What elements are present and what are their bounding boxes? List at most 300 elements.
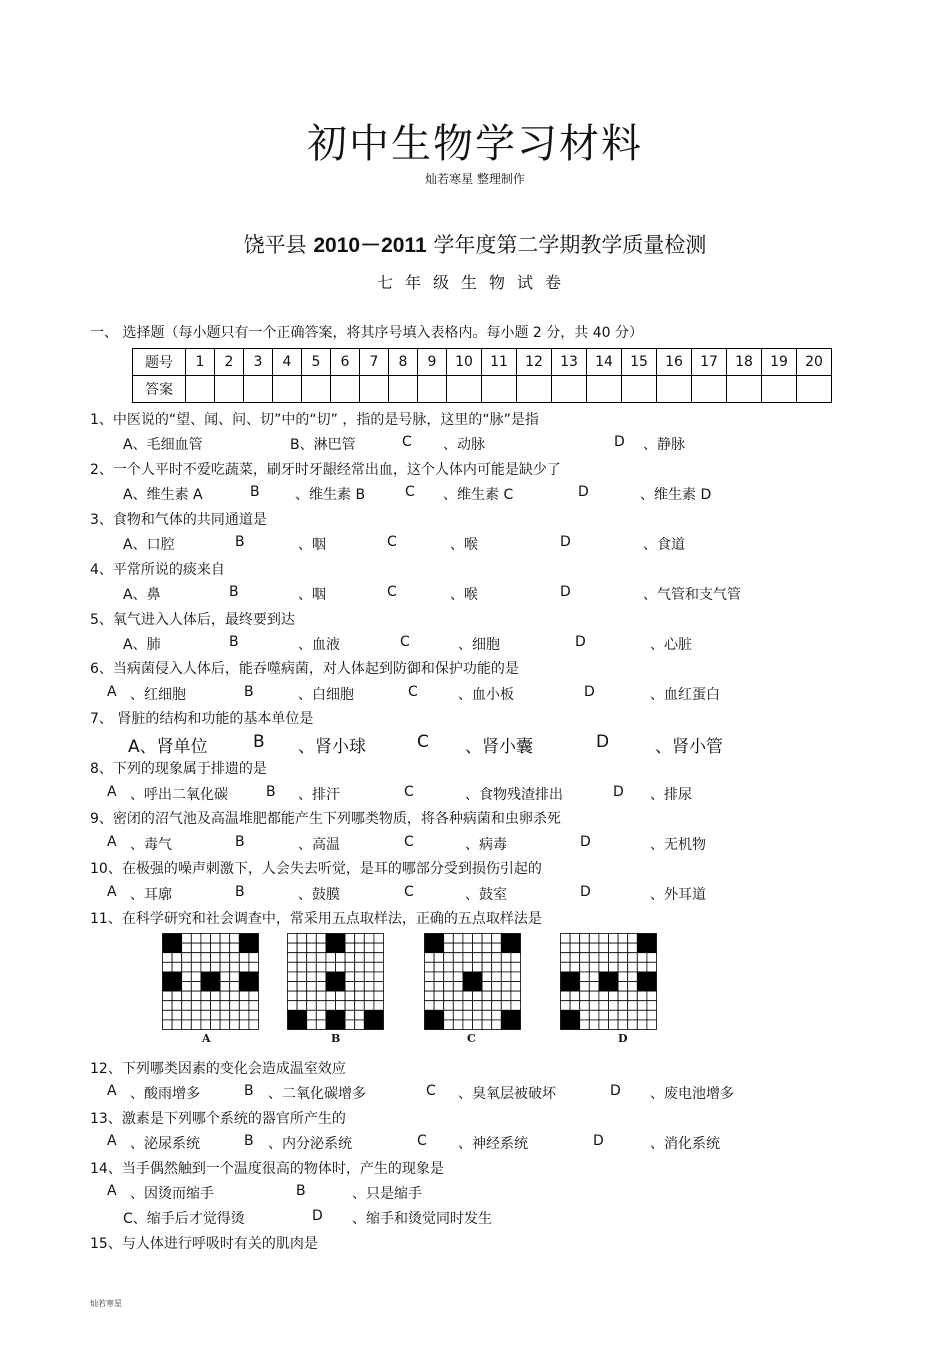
grid-cell [589, 991, 599, 1001]
grid-cell [220, 943, 230, 953]
option: D [312, 1208, 323, 1224]
grid-cell [434, 1001, 444, 1011]
grid-cell [599, 991, 609, 1001]
option: C [402, 434, 412, 450]
grid-cell [211, 953, 221, 963]
answer-cell[interactable] [727, 376, 762, 403]
grid-cell [609, 972, 619, 982]
grid-cell [239, 934, 249, 944]
grid-cell [637, 953, 647, 963]
grid-cell [511, 953, 521, 963]
grid-cell [191, 1001, 201, 1011]
grid-cell [182, 1020, 192, 1030]
grid-cell [239, 1020, 249, 1030]
grid-cell [570, 1020, 580, 1030]
grid-cell [345, 962, 355, 972]
grid-cell [230, 943, 240, 953]
grid-cell [647, 943, 657, 953]
table-cell: 10 [447, 349, 482, 376]
question-stem: 10、在极强的噪声刺激下，人会失去听觉，是耳的哪部分受到损伤引起的 [90, 861, 542, 877]
grid-cell [163, 1010, 173, 1020]
question-stem: 15、与人体进行呼吸时有关的肌肉是 [90, 1236, 318, 1252]
grid-cell [492, 934, 502, 944]
option: 、维生素 B [295, 487, 366, 503]
grid-cell [364, 972, 374, 982]
grid-cell [355, 972, 365, 982]
grid-cell [201, 991, 211, 1001]
document-subtitle: 灿若寒星 整理制作 [425, 172, 525, 186]
grid-cell [501, 953, 511, 963]
grid-cell [336, 953, 346, 963]
grid-cell [580, 982, 590, 992]
grid-cell [336, 934, 346, 944]
grid-cell [316, 1001, 326, 1011]
option: 、酸雨增多 [130, 1086, 200, 1102]
grid-cell [307, 962, 317, 972]
grid-cell [307, 982, 317, 992]
grid-cell [444, 972, 454, 982]
sampling-grid-c [424, 933, 524, 1030]
grid-cell [609, 1001, 619, 1011]
grid-cell [191, 982, 201, 992]
exam-title-year: 2010－2011 [313, 234, 427, 257]
grid-cell [501, 1001, 511, 1011]
grid-cell [220, 1020, 230, 1030]
document-title: 初中生物学习材料 [307, 121, 643, 167]
answer-cell[interactable] [447, 376, 482, 403]
grid-cell [589, 972, 599, 982]
grid-cell [288, 934, 298, 944]
grid-cell [647, 1010, 657, 1020]
grid-cell [191, 991, 201, 1001]
option: 、鼓膜 [298, 887, 340, 903]
answer-cell[interactable] [244, 376, 273, 403]
grid-cell [220, 953, 230, 963]
table-cell: 6 [331, 349, 360, 376]
grid-cell [374, 1010, 384, 1020]
option: D [560, 584, 571, 600]
option: D [593, 1133, 604, 1149]
grid-cell [501, 982, 511, 992]
grid-cell [249, 1010, 259, 1020]
table-cell: 17 [692, 349, 727, 376]
grid-cell [492, 953, 502, 963]
grid-cell [288, 943, 298, 953]
grid-cell [647, 1001, 657, 1011]
grid-cell [374, 1020, 384, 1030]
grid-cell [239, 962, 249, 972]
grid-cell [345, 972, 355, 982]
answer-cell[interactable] [360, 376, 389, 403]
grid-cell [374, 991, 384, 1001]
grid-cell [163, 982, 173, 992]
grid-cell [163, 962, 173, 972]
grid-cell [482, 934, 492, 944]
grid-cell [434, 962, 444, 972]
grid-cell [637, 943, 647, 953]
question-stem: 9、密闭的沼气池及高温堆肥都能产生下列哪类物质，将各种病菌和虫卵杀死 [90, 811, 561, 827]
grid-cell [580, 1020, 590, 1030]
option: 、气管和支气管 [643, 587, 741, 603]
grid-cell [182, 934, 192, 944]
option: 、肾小囊 [465, 737, 533, 757]
grid-cell [618, 943, 628, 953]
option: C [404, 884, 414, 900]
option: C [400, 634, 410, 650]
grid-cell [434, 934, 444, 944]
grid-cell [473, 1001, 483, 1011]
grid-cell [647, 962, 657, 972]
grid-cell [201, 962, 211, 972]
grid-cell [589, 962, 599, 972]
grid-cell [482, 953, 492, 963]
option: A、鼻 [123, 587, 161, 603]
option: 、白细胞 [298, 687, 354, 703]
grid-cell [463, 1001, 473, 1011]
grid-cell [511, 943, 521, 953]
grid-cell [434, 943, 444, 953]
grid-cell [326, 972, 336, 982]
grid-cell [580, 962, 590, 972]
grid-cell [336, 1010, 346, 1020]
grid-cell [473, 934, 483, 944]
grid-cell [230, 991, 240, 1001]
grid-cell [307, 934, 317, 944]
grid-cell [444, 962, 454, 972]
grid-cell [163, 972, 173, 982]
grid-cell [364, 934, 374, 944]
grid-cell [239, 943, 249, 953]
grid-cell [444, 991, 454, 1001]
grid-cell [288, 1001, 298, 1011]
grid-cell [297, 943, 307, 953]
option: 、耳廓 [130, 887, 172, 903]
grid-cell [618, 1010, 628, 1020]
grid-cell [364, 962, 374, 972]
option: D [578, 484, 589, 500]
grid-cell [364, 991, 374, 1001]
table-cell: 2 [215, 349, 244, 376]
grid-cell [364, 982, 374, 992]
option: D [584, 684, 595, 700]
grid-cell [628, 1020, 638, 1030]
grid-cell [364, 1010, 374, 1020]
grid-cell [336, 1020, 346, 1030]
grid-cell [316, 943, 326, 953]
grid-cell [561, 1001, 571, 1011]
grid-cell [288, 982, 298, 992]
answer-cell[interactable] [389, 376, 418, 403]
grid-cell [336, 972, 346, 982]
grid-cell [249, 953, 259, 963]
grid-cell [220, 1001, 230, 1011]
option: A、肾单位 [128, 737, 208, 757]
option: A [107, 884, 117, 900]
grid-cell [434, 991, 444, 1001]
grid-cell [463, 972, 473, 982]
grid-cell [211, 962, 221, 972]
answer-cell[interactable] [186, 376, 215, 403]
grid-cell [511, 1001, 521, 1011]
table-cell: 3 [244, 349, 273, 376]
grid-cell [220, 972, 230, 982]
grid-cell [336, 1001, 346, 1011]
answer-cell[interactable] [482, 376, 517, 403]
grid-cell [628, 1001, 638, 1011]
table-cell: 9 [418, 349, 447, 376]
grid-cell [511, 972, 521, 982]
grid-cell [355, 1001, 365, 1011]
grade-title: 七年级生物试卷 [376, 273, 573, 292]
grid-cell [463, 934, 473, 944]
grid-cell [297, 953, 307, 963]
question-stem: 13、激素是下列哪个系统的器官所产生的 [90, 1111, 346, 1127]
grid-cell [182, 943, 192, 953]
grid-cell [249, 1001, 259, 1011]
answer-cell[interactable] [552, 376, 587, 403]
grid-cell [307, 953, 317, 963]
grid-cell [463, 953, 473, 963]
grid-cell [201, 972, 211, 982]
table-cell: 7 [360, 349, 389, 376]
grid-cell [482, 943, 492, 953]
grid-cell [201, 943, 211, 953]
grid-cell [501, 962, 511, 972]
option: 、食物残渣排出 [465, 787, 563, 803]
grid-cell [288, 991, 298, 1001]
answer-cell[interactable] [302, 376, 331, 403]
grid-cell [249, 962, 259, 972]
grid-cell [561, 934, 571, 944]
grid-cell [628, 962, 638, 972]
grid-cell [249, 1020, 259, 1030]
grid-cell [637, 1010, 647, 1020]
option: C [404, 784, 414, 800]
grid-cell [453, 962, 463, 972]
grid-cell [561, 982, 571, 992]
grid-cell [492, 972, 502, 982]
page-footer: 灿若寒星 [90, 1299, 122, 1308]
grid-cell [589, 1010, 599, 1020]
option: 、毒气 [130, 837, 172, 853]
grid-cell [637, 1020, 647, 1030]
answer-cell[interactable] [797, 376, 832, 403]
option: B、淋巴管 [290, 437, 356, 453]
grid-cell [647, 934, 657, 944]
exam-title-post: 学年度第二学期教学质量检测 [426, 233, 707, 257]
grid-cell [425, 1010, 435, 1020]
grid-cell [249, 943, 259, 953]
grid-cell [297, 982, 307, 992]
answer-cell[interactable] [331, 376, 360, 403]
option: 、动脉 [443, 437, 485, 453]
grid-cell [326, 1020, 336, 1030]
grid-cell [453, 991, 463, 1001]
grid-cell [463, 962, 473, 972]
option: 、细胞 [458, 637, 500, 653]
grid-cell [201, 953, 211, 963]
grid-cell [425, 962, 435, 972]
table-answer-label: 答案 [133, 376, 186, 403]
grid-cell [570, 934, 580, 944]
grid-cell [326, 953, 336, 963]
grid-cell [172, 1020, 182, 1030]
option: 、因烫而缩手 [130, 1186, 214, 1202]
grid-cell [172, 1010, 182, 1020]
grid-cell [570, 1010, 580, 1020]
grid-cell [492, 1020, 502, 1030]
grid-cell [374, 962, 384, 972]
option: B [235, 534, 245, 550]
grid-cell [434, 1020, 444, 1030]
grid-cell [425, 953, 435, 963]
grid-cell [609, 953, 619, 963]
grid-cell [609, 991, 619, 1001]
grid-cell [288, 1010, 298, 1020]
grid-cell [288, 972, 298, 982]
grid-cell [453, 972, 463, 982]
grid-cell [249, 982, 259, 992]
grid-cell [355, 1020, 365, 1030]
grid-cell [599, 972, 609, 982]
grid-cell [326, 934, 336, 944]
grid-cell [463, 1010, 473, 1020]
grid-cell [473, 1010, 483, 1020]
grid-cell [561, 1010, 571, 1020]
grid-cell [618, 934, 628, 944]
grid-cell [473, 991, 483, 1001]
grid-cell [628, 991, 638, 1001]
grid-cell [239, 991, 249, 1001]
grid-cell [307, 972, 317, 982]
grid-cell [239, 1010, 249, 1020]
option: B [229, 584, 239, 600]
option: 、神经系统 [458, 1136, 528, 1152]
option: B [250, 484, 260, 500]
answer-cell[interactable] [657, 376, 692, 403]
grid-cell [182, 1010, 192, 1020]
option: B [296, 1183, 306, 1199]
answer-cell[interactable] [692, 376, 727, 403]
option: 、臭氧层被破坏 [458, 1086, 556, 1102]
grid-cell [201, 1001, 211, 1011]
grid-cell [211, 1001, 221, 1011]
grid-cell [453, 1020, 463, 1030]
grid-cell [511, 1010, 521, 1020]
grid-cell [561, 1020, 571, 1030]
option: A、口腔 [123, 537, 175, 553]
option: 、维生素 C [443, 487, 514, 503]
grid-cell [211, 934, 221, 944]
grid-cell [326, 982, 336, 992]
grid-cell [453, 1010, 463, 1020]
grid-cell [172, 934, 182, 944]
answer-cell[interactable] [587, 376, 622, 403]
grid-cell [570, 943, 580, 953]
grid-cell [561, 972, 571, 982]
table-cell: 18 [727, 349, 762, 376]
option: C [417, 1133, 427, 1149]
grid-cell [201, 1020, 211, 1030]
grid-cell [473, 962, 483, 972]
table-row [133, 349, 832, 376]
grid-cell [444, 953, 454, 963]
grid-cell [336, 943, 346, 953]
grid-cell [297, 1020, 307, 1030]
question-stem: 11、在科学研究和社会调查中，常采用五点取样法，正确的五点取样法是 [90, 911, 542, 927]
grid-cell [473, 972, 483, 982]
grid-cell [220, 1010, 230, 1020]
answer-cell[interactable] [762, 376, 797, 403]
option: 、废电池增多 [650, 1086, 734, 1102]
grid-cell [374, 934, 384, 944]
grid-cell [374, 943, 384, 953]
grid-cell [618, 972, 628, 982]
grid-cell [599, 962, 609, 972]
grid-cell [191, 934, 201, 944]
grid-cell [482, 1020, 492, 1030]
grid-cell [355, 934, 365, 944]
grid-cell [297, 934, 307, 944]
grid-cell [628, 982, 638, 992]
grid-cell [374, 1001, 384, 1011]
grid-cell [336, 982, 346, 992]
grid-cell [326, 991, 336, 1001]
grid-cell [580, 1010, 590, 1020]
grid-cell [425, 934, 435, 944]
option: 、排尿 [650, 787, 692, 803]
option: B [244, 684, 254, 700]
grid-cell [163, 1001, 173, 1011]
table-cell: 15 [622, 349, 657, 376]
grid-cell [316, 1010, 326, 1020]
grid-cell [345, 991, 355, 1001]
answer-cell[interactable] [622, 376, 657, 403]
answer-cell[interactable] [215, 376, 244, 403]
grid-cell [211, 1010, 221, 1020]
option: A、肺 [123, 637, 161, 653]
option: 、血液 [298, 637, 340, 653]
option: D [610, 1083, 621, 1099]
grid-cell [463, 943, 473, 953]
grid-cell [570, 991, 580, 1001]
grid-cell [316, 953, 326, 963]
grid-cell [609, 934, 619, 944]
grid-cell [561, 943, 571, 953]
grid-cell [453, 982, 463, 992]
question-stem: 2、一个人平时不爱吃蔬菜，刷牙时牙龈经常出血，这个人体内可能是缺少了 [90, 462, 561, 478]
answer-cell[interactable] [517, 376, 552, 403]
grid-cell [326, 962, 336, 972]
option: 、缩手和烫觉同时发生 [352, 1211, 492, 1227]
grid-cell [191, 972, 201, 982]
grid-cell [599, 943, 609, 953]
grid-cell [345, 943, 355, 953]
grid-cell [444, 982, 454, 992]
option: C [387, 584, 397, 600]
grid-cell [172, 1001, 182, 1011]
grid-cell [463, 982, 473, 992]
answer-cell[interactable] [418, 376, 447, 403]
grid-cell [599, 953, 609, 963]
answer-cell[interactable] [273, 376, 302, 403]
option: C、缩手后才觉得烫 [123, 1211, 245, 1227]
grid-cell [561, 953, 571, 963]
grid-cell [492, 1001, 502, 1011]
grid-cell [297, 991, 307, 1001]
grid-cell [561, 962, 571, 972]
option: 、肾小球 [298, 737, 366, 757]
